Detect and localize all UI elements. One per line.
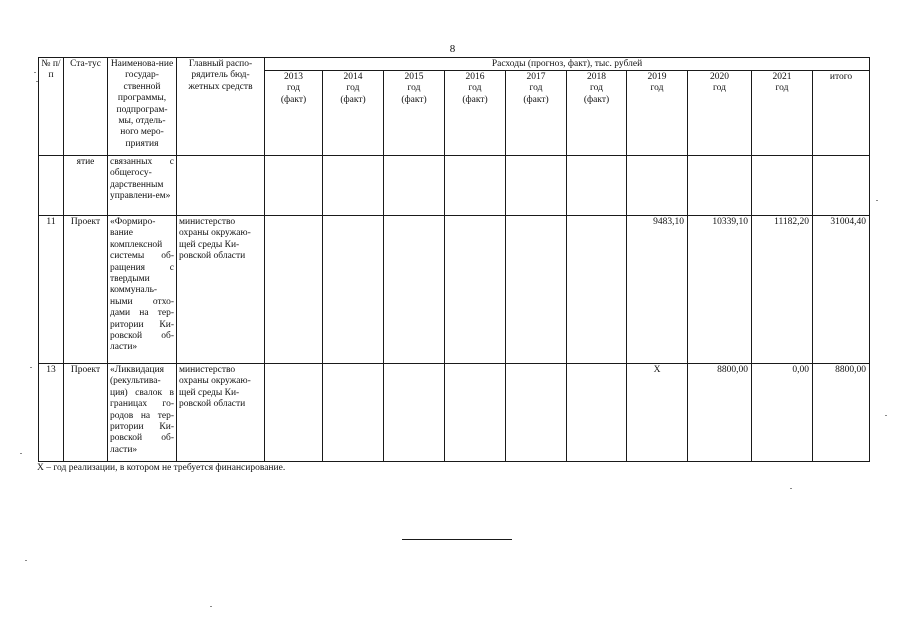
row-num: 13 (39, 364, 64, 462)
page-number: 8 (449, 43, 456, 55)
row-admin (177, 156, 265, 216)
row-value-2014 (323, 364, 384, 462)
row-total: 31004,40 (813, 216, 870, 364)
row-value-2014 (323, 156, 384, 216)
row-value-2016 (445, 216, 506, 364)
row-value-2021: 11182,20 (752, 216, 813, 364)
scan-speck (25, 560, 27, 561)
row-total: 8800,00 (813, 364, 870, 462)
header-year-2018: 2018 год (факт) (567, 71, 627, 156)
row-value-2015 (384, 216, 445, 364)
header-expenses: Расходы (прогноз, факт), тыс. рублей (265, 58, 870, 71)
table-row (39, 364, 870, 462)
separator-line (402, 539, 512, 540)
row-num: 11 (39, 216, 64, 364)
footnote: Х – год реализации, в котором не требуется финансирование. (37, 463, 286, 473)
row-admin: министерство охраны окружаю-щей среды Ки-ровской области (177, 364, 265, 462)
header-year-2015: 2015 год (факт) (384, 71, 445, 156)
row-value-2018 (567, 216, 627, 364)
row-name: «Ликвидация (рекультива-ция) свалок в границах го-родов на тер-ритории Ки-ровской об-ласти» (108, 364, 177, 462)
row-value-2017 (506, 156, 567, 216)
expenses-table (38, 57, 870, 462)
row-value-2016 (445, 364, 506, 462)
scan-speck (20, 453, 22, 454)
row-name: связанных с общегосу-дарственным управлени-ем» (108, 156, 177, 216)
scan-speck (34, 72, 36, 73)
scan-speck (790, 488, 792, 489)
row-value-2020 (688, 156, 752, 216)
header-year-2020: 2020 год (688, 71, 752, 156)
row-name: «Формиро-вание комплексной системы об-ращения с твердыми коммуналь-ными отхо-дами на тер-ритории Ки-ровской об-ласти» (108, 216, 177, 364)
row-value-2019 (627, 156, 688, 216)
row-value-2018 (567, 156, 627, 216)
scan-speck (210, 606, 212, 607)
row-value-2013 (265, 364, 323, 462)
row-value-2015 (384, 156, 445, 216)
row-value-2021 (752, 156, 813, 216)
row-value-2016 (445, 156, 506, 216)
row-value-2021: 0,00 (752, 364, 813, 462)
header-total: итого (813, 71, 870, 156)
header-year-2017: 2017 год (факт) (506, 71, 567, 156)
row-value-2020: 8800,00 (688, 364, 752, 462)
row-value-2017 (506, 216, 567, 364)
row-value-2019: Х (627, 364, 688, 462)
row-value-2013 (265, 216, 323, 364)
row-status: Проект (64, 216, 108, 364)
scan-speck (885, 415, 887, 416)
row-status: ятие (64, 156, 108, 216)
row-value-2020: 10339,10 (688, 216, 752, 364)
header-year-2019: 2019 год (627, 71, 688, 156)
header-admin: Главный распо-рядитель бюд-жетных средств (177, 58, 265, 156)
header-year-2021: 2021 год (752, 71, 813, 156)
table-row (39, 216, 870, 364)
row-value-2014 (323, 216, 384, 364)
row-total (813, 156, 870, 216)
row-value-2019: 9483,10 (627, 216, 688, 364)
scan-speck (876, 200, 878, 201)
row-value-2015 (384, 364, 445, 462)
header-year-2013: 2013 год (факт) (265, 71, 323, 156)
row-status: Проект (64, 364, 108, 462)
row-value-2017 (506, 364, 567, 462)
header-year-2016: 2016 год (факт) (445, 71, 506, 156)
row-value-2018 (567, 364, 627, 462)
header-name: Наименова-ние государ-ственной программы, подпрограм-мы, отдель-ного меро-приятия (108, 58, 177, 156)
header-row (39, 58, 870, 71)
row-value-2013 (265, 156, 323, 216)
row-admin: министерство охраны окружаю-щей среды Ки-ровской области (177, 216, 265, 364)
header-status: Ста-тус (64, 58, 108, 156)
row-num (39, 156, 64, 216)
table-row (39, 156, 870, 216)
scan-speck (30, 367, 32, 368)
scan-speck (36, 81, 38, 82)
header-num: № п/п (39, 58, 64, 156)
header-year-2014: 2014 год (факт) (323, 71, 384, 156)
